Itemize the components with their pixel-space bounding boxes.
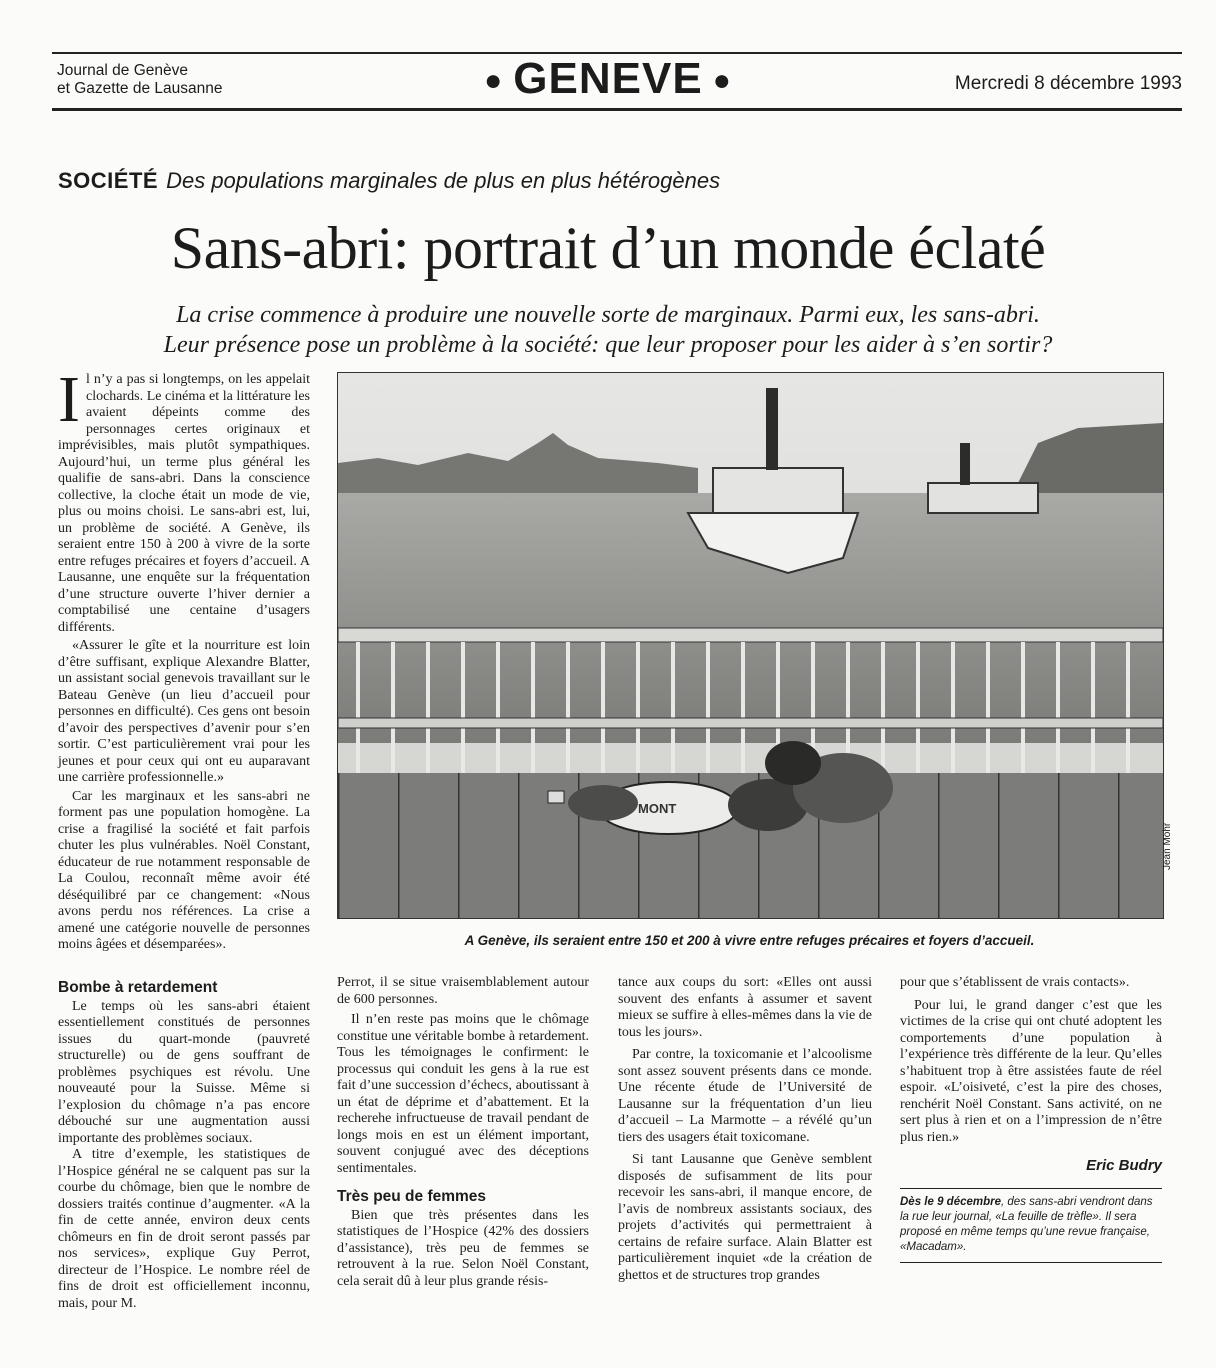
masthead-rule xyxy=(52,108,1182,111)
box-text: , des sans-abri vendront dans la rue leur journal, «La feuille de trèfle». Il sera proposé en même temps qu’une revue française, «Macadam». xyxy=(900,1196,1153,1253)
bullet-icon: ● xyxy=(484,64,504,98)
paragraph: pour que s’établissent de vrais contacts». xyxy=(900,975,1130,990)
column-1 xyxy=(58,363,310,954)
paragraph: A titre d’exemple, les statistiques de l’Hospice général ne se calquent pas sur la courbe du chômage, bien que le nombre de dossiers traités continue d’augmenter. «A la fin de cette année, environ deux cents chômeurs en fin de droit seront passés par nos services», explique Guy Perrot, directeur de l’Hospice. Le nombre réel de fins de droit est officiellement inconnu, mais, pour M. xyxy=(58,1147,310,1311)
headline: Sans-abri: portrait d’un monde éclaté xyxy=(170,215,1046,281)
paragraph: Car les marginaux et les sans-abri ne forment pas une population homogène. La crise a fragilisé la société et fait parfois chuter les plus vulnérables. Noël Constant, éducateur de rue notamment responsable de La Coulou, reconnaît même avoir été déséquilibré par ce changement: «Nous avons perdu nos références. La crise a amené une catégorie nouvelle de personnes moins âgées et désemparées». xyxy=(58,788,310,952)
article-photo xyxy=(337,372,1164,919)
photo-harbor-homeless xyxy=(338,373,1163,918)
deck xyxy=(0,300,1216,360)
paper-name-line1: Journal de Genève xyxy=(57,62,188,79)
deck-line1: La crise commence à produire une nouvelle sorte de marginaux. Parmi eux, les sans-abri. xyxy=(176,302,1040,328)
paper-name-line2: et Gazette de Lausanne xyxy=(57,80,223,97)
photo-credit: Jean Mohr xyxy=(1162,822,1173,870)
kicker xyxy=(58,168,720,194)
author-signature: Eric Budry xyxy=(1086,1157,1162,1174)
deck-line2: Leur présence pose un problème à la société: que leur proposer pour les aider à s’en sortir? xyxy=(163,332,1053,358)
photo-caption: A Genève, ils seraient entre 150 et 200 à vivre entre refuges précaires et foyers d’accueil. xyxy=(464,933,1035,948)
issue-date: Mercredi 8 décembre 1993 xyxy=(954,73,1182,94)
bag-print: MONT xyxy=(638,801,677,816)
subhead: Bombe à retardement xyxy=(58,979,218,996)
paragraph: tance aux coups du sort: «Elles ont aussi souvent des enfants à assumer et savent mieux se suffire à elles-mêmes dans la vie de tous les jours». xyxy=(618,975,872,1040)
column-3 xyxy=(618,975,872,1284)
drop-cap: I xyxy=(58,363,80,436)
paragraph: Il n’en reste pas moins que le chômage constitue une véritable bombe à retardement. Tous les témoignages le confirment: le processus qui conduit les gens à la rue est fait d’une succession d’échecs, aboutissant à un état de déprime et d’abattement. Et la recherehe infructueuse de travail pendant de longs mois en est un élément important, souvent conjugué avec des déceptions sentimentales. xyxy=(337,1012,589,1176)
box-rule-bottom xyxy=(900,1262,1162,1263)
box-rule-top xyxy=(900,1188,1162,1189)
info-box xyxy=(900,1195,1162,1255)
column-bombe xyxy=(58,980,310,1312)
paragraph: Par contre, la toxicomanie et l’alcoolisme sont assez souvent présents dans ce monde. Une récente étude de l’Université de Lausanne sur la fréquentation d’un lieu d’accueil – La Marmotte – a révélé qu’un tiers des usagers était toxicomane. xyxy=(618,1047,872,1145)
bullet-icon: ● xyxy=(712,64,732,98)
paragraph: Il n’y a pas si longtemps, on les appelait clochards. Le cinéma et la littérature les avaient dépeints comme des personnages certes originaux et imprévisibles, mais plutôt sympathiques. Aujourd’hui, un terme plus général les qualifie de sans-abri. Dans la conscience collective, la cloche était un mode de vie, plus ou moins choisi. Le sans-abri est, lui, un problème de société. A Genève, ils seraient entre 150 à 200 à vivre de la sorte entre refuges précaires et foyers d’accueil. A Lausanne, une enquête sur la fréquentation d’une structure ouverte l’hiver dernier a comptabilisé une centaine d’usagers différents. xyxy=(58,363,310,635)
subhead: Très peu de femmes xyxy=(337,1188,487,1205)
paragraph: Pour lui, le grand danger c’est que les victimes de la crise qui ont chuté adoptent les comportements d’une population à l’expérience très différente de la leur. Qu’elles s’habituent trop à être assistées faute de réel espoir. «L’oisiveté, c’est la pire des choses, renchérit Noël Constant. Sans activité, on ne sert plus à rien et on a l’impression de n’être plus rien.» xyxy=(900,997,1162,1145)
paragraph: Si tant Lausanne que Genève semblent disposés de sufisamment de lits pour recevoir les sans-abri, il manque encore, de l’avis de nombreux assistants sociaux, des projets d’activités qui permettraient à certains de refaire surface. Alain Blatter est particulièrement inquiet «de la création de ghettos et de structures trop grandes xyxy=(618,1152,872,1283)
kicker-text: Des populations marginales de plus en plus hétérogènes xyxy=(166,168,721,193)
paragraph: Bien que très présentes dans les statistiques de l’Hospice (42% des dossiers d’assistance), très peu de femmes se retrouvent à la rue. Selon Noël Constant, cela serait dû à leur plus grande résis- xyxy=(337,1207,589,1289)
paragraph: Perrot, il se situe vraisemblablement autour de 600 personnes. xyxy=(337,975,589,1007)
paragraph: Le temps où les sans-abri étaient essentiellement constitués de personnes issues du quart-monde (pauvreté structurelle) ou de gens souffrant de problèmes psychiques est révolu. Une nouveauté pour la Suisse. Même si l’explosion du chômage n’a pas encore débouché sur une augmentation aussi importante des problèmes sociaux. xyxy=(58,998,310,1146)
kicker-label: SOCIÉTÉ xyxy=(58,168,159,193)
column-2 xyxy=(337,975,589,1290)
column-4 xyxy=(900,975,1162,1175)
section-name: GENEVE xyxy=(513,54,703,103)
paragraph: «Assurer le gîte et la nourriture est loin d’être suffisant, explique Alexandre Blatter, un assistant social genevois travaillant sur le Bateau Genève (un lieu d’accueil pour personnes en difficulté). Ces gens ont besoin d’avoir des perspectives d’avenir pour s’en sortir. C’est particulièrement vrai pour les jeunes et pour ceux qui ont eu auparavant une carrière professionnelle.» xyxy=(58,638,310,785)
box-lead: Dès le 9 décembre xyxy=(900,1196,1002,1208)
